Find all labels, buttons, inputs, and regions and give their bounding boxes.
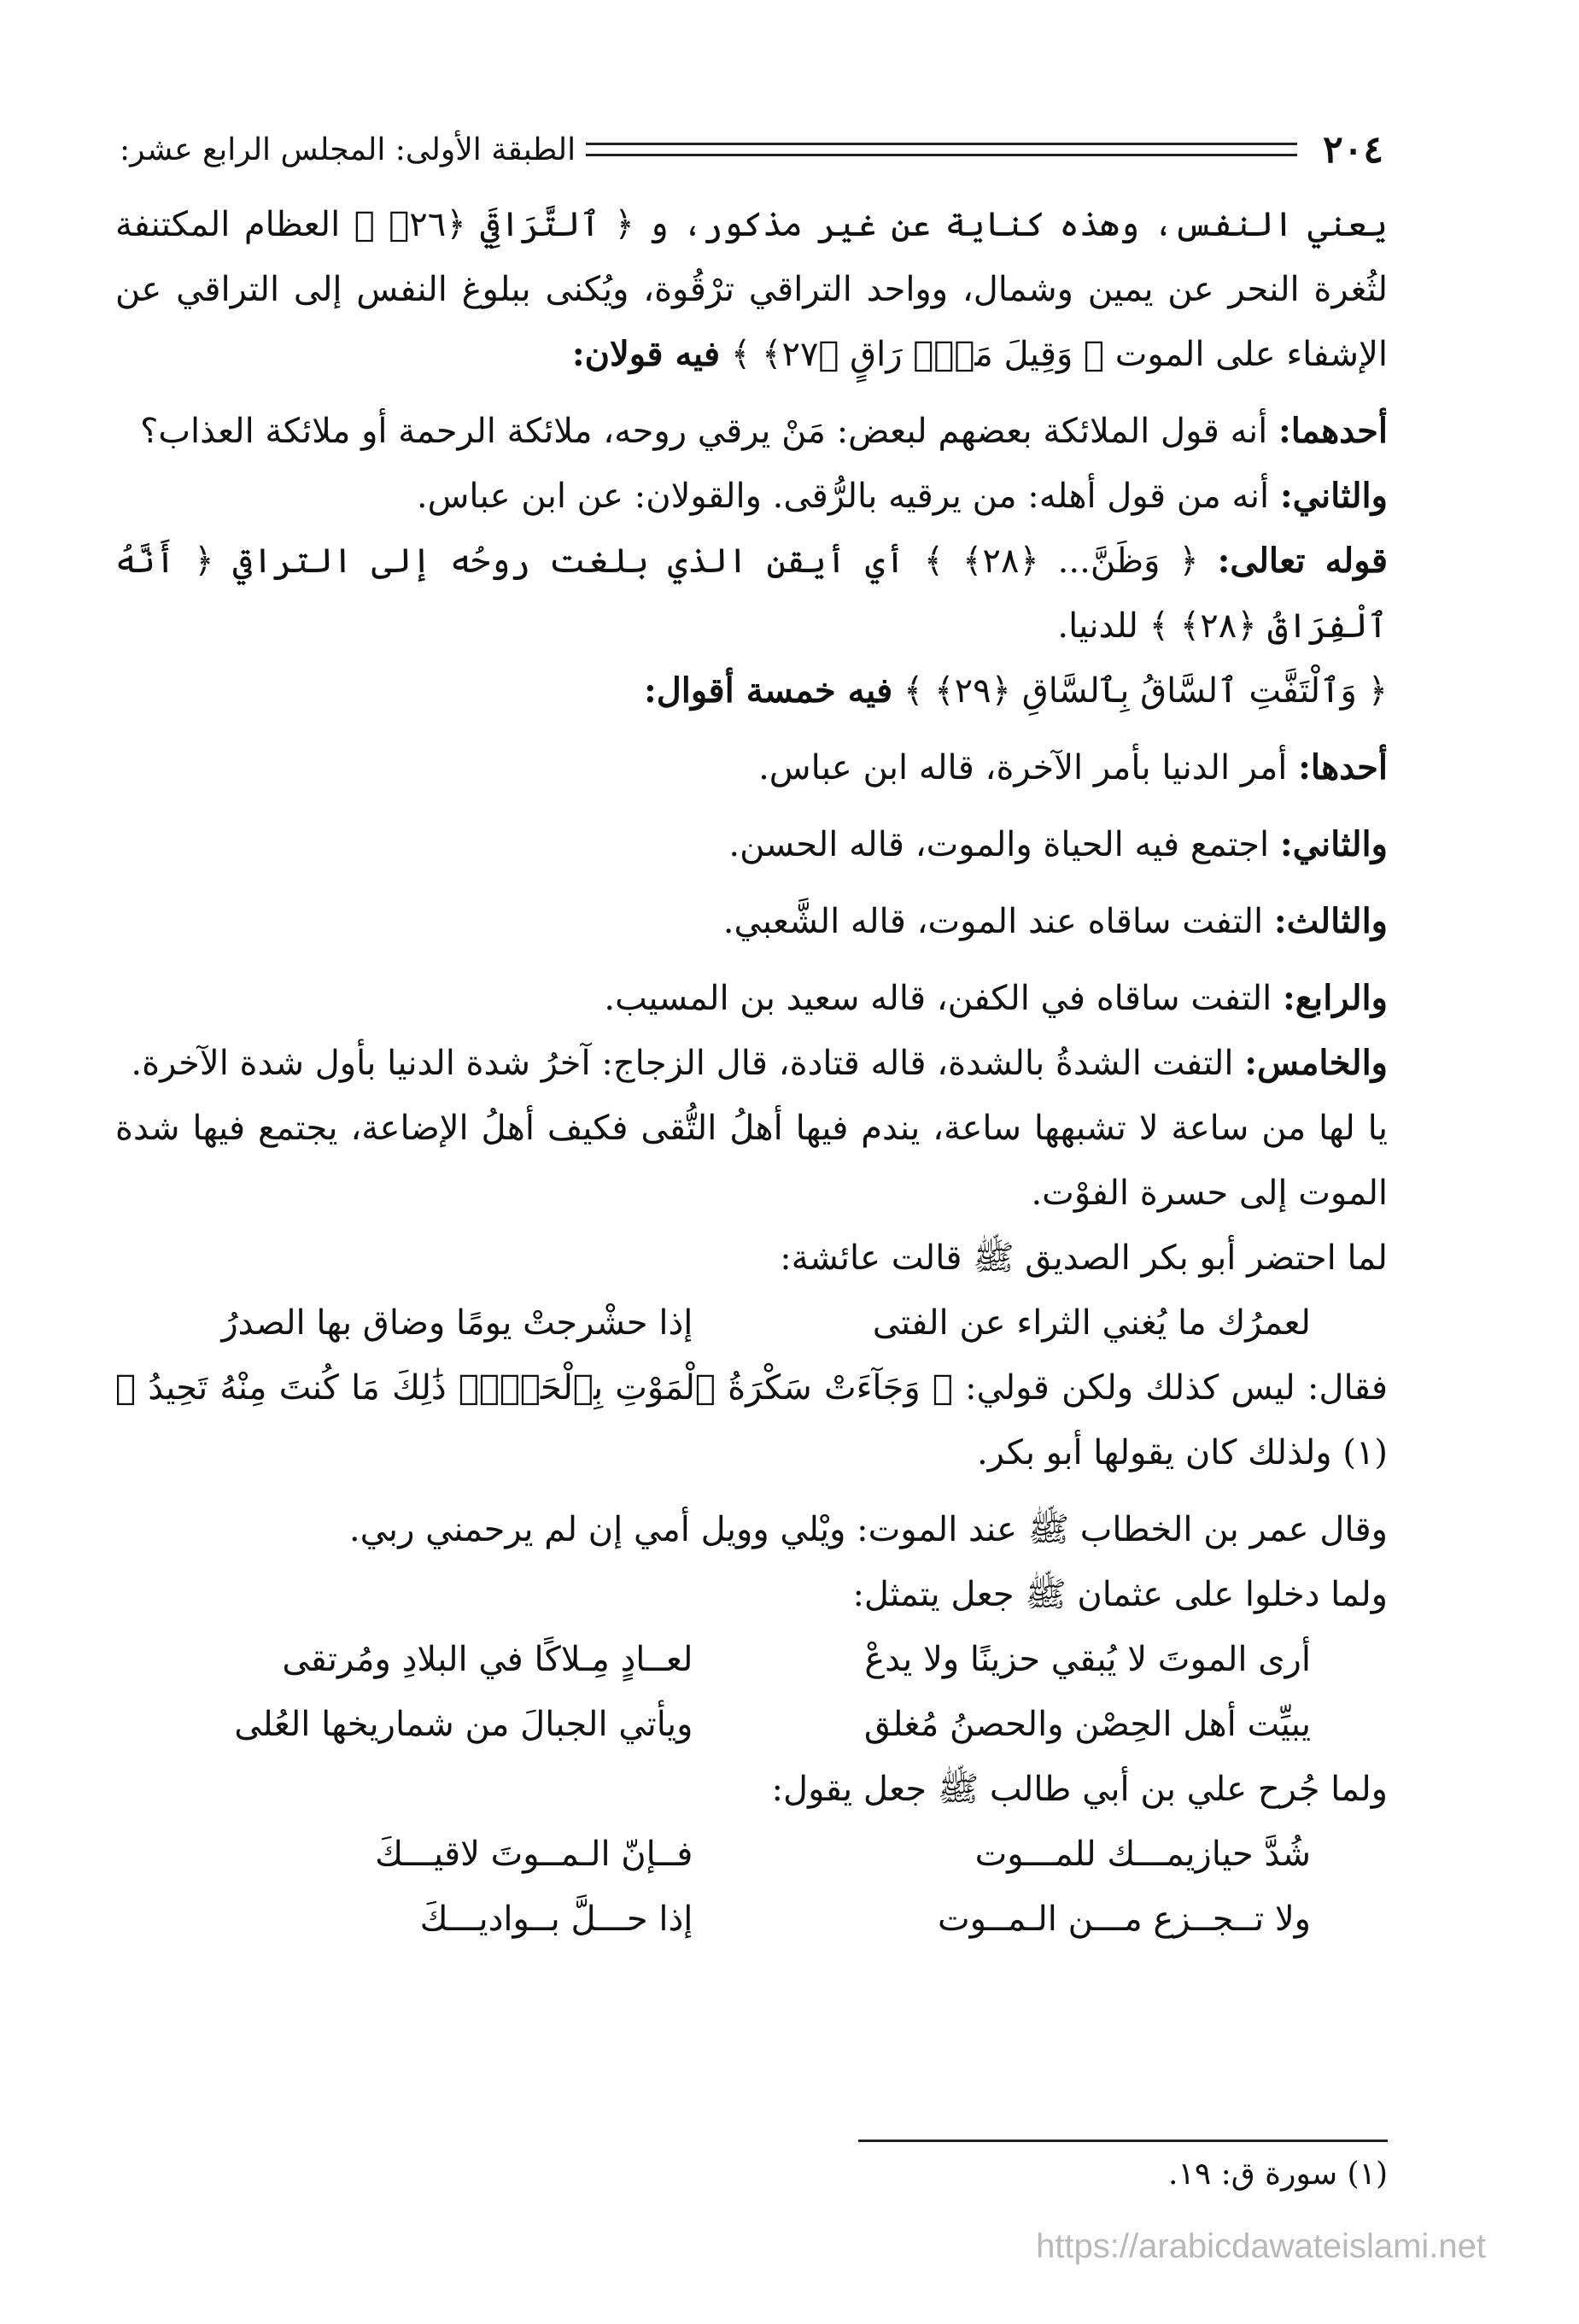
watermark-url: https://arabicdawateislami.net — [1036, 2227, 1486, 2265]
header-rule — [586, 143, 1297, 156]
verse-second-hemistich: ويأتي الجبالَ من شماريخها العُلى — [234, 1705, 693, 1744]
page-body — [115, 192, 1388, 1952]
verse-line — [115, 1822, 1388, 1887]
page-number: ٢٠٤ — [1323, 127, 1383, 172]
paragraph: ولما دخلوا على عثمان ﷺ جعل يتمثل: — [852, 1575, 1388, 1614]
paragraph: والثاني: اجتمع فيه الحياة والموت، قاله الحسن. — [728, 824, 1388, 864]
paragraph: والخامس: التفت الشدةُ بالشدة، قاله قتادة، قال الزجاج: آخرُ شدة الدنيا بأول شدة الآخرة. — [131, 1043, 1388, 1083]
verse-line — [115, 1887, 1388, 1952]
paragraph: ولما جُرح علي بن أبي طالب ﷺ جعل يقول: — [771, 1770, 1388, 1809]
verse-second-hemistich: إذا حـــلَّ بــواديـــكَ — [419, 1900, 693, 1939]
paragraph: ﴿ وَٱلْتَفَّتِ ٱلسَّاقُ بِٱلسَّاقِ ﴿٢٩﴾ ﴾ فيه خمسة أقوال: — [643, 670, 1388, 711]
verse-second-hemistich: لعــادٍ مِـلاكًا في البلادِ ومُرتقى — [282, 1640, 693, 1679]
paragraph: أحدهما: أنه قول الملائكة بعضهم لبعض: مَنْ يرقي روحه، ملائكة الرحمة أو ملائكة العذاب؟ — [140, 411, 1388, 451]
paragraph: أحدها: أمر الدنيا بأمر الآخرة، قاله ابن عباس. — [758, 747, 1388, 787]
paragraph: لما احتضر أبو بكر الصديق ﷺ قالت عائشة: — [780, 1238, 1388, 1278]
footnote-separator — [858, 2140, 1388, 2142]
paragraph: فقال: ليس كذلك ولكن قولي: ﴿ وَجَآءَتْ سَكْرَةُ ٱلْمَوْتِ بِٱلْحَقِّۖ ذَٰلِكَ مَا كُنتَ مِنْهُ تَحِيدُ ﴾ (١) ولذلك كان يقولها أبو بكر. — [115, 1368, 1388, 1472]
paragraph: وقال عمر بن الخطاب ﷺ عند الموت: ويْلي وويل أمي إن لم يرحمني ربي. — [348, 1510, 1388, 1549]
verse-first-hemistich: شُدَّ حيازيمـــك للمـــوت — [974, 1835, 1311, 1874]
paragraph: والرابع: التفت ساقاه في الكفن، قاله سعيد بن المسيب. — [604, 978, 1388, 1018]
verse-first-hemistich: لعمرُك ما يُغني الثراء عن الفتى — [872, 1303, 1311, 1343]
page-header — [120, 120, 1383, 179]
paragraph: قوله تعالى: ﴿ وَظَنَّ... ﴿٢٨﴾ ﴾ أي أيقن الذي بلغت روحُه إلى التراقي ﴿ أَنَّهُ ٱلْفِرَاقُ ﴿٢٨﴾ ﴾ للدنيا. — [115, 541, 1388, 646]
chapter-title: الطبقة الأولى: المجلس الرابع عشر: — [120, 132, 576, 167]
paragraph: والثالث: التفت ساقاه عند الموت، قاله الشَّعبي. — [722, 901, 1388, 941]
verse-first-hemistich: يبيِّت أهل الحِصْن والحصنُ مُغلق — [863, 1705, 1311, 1744]
verse-first-hemistich: ولا تــجــزع مـــن الـمــوت — [938, 1900, 1311, 1939]
verse-line — [115, 1627, 1388, 1692]
paragraph: يا لها من ساعة لا تشبهها ساعة، يندم فيها أهلُ التُّقى فكيف أهلُ الإضاعة، يجتمع فيها شدة الموت إلى حسرة الفوْت. — [115, 1109, 1388, 1213]
footnote: (١) سورة ق: ١٩. — [1168, 2157, 1388, 2192]
paragraph: يعني النفس، وهذه كناية عن غير مذكور، و ﴿ ٱلتَّرَاقِيَ ﴿٢٦﴾ ﴾ العظام المكتنفة لثُغرة النحر عن يمين وشمال، وواحد التراقي ترْقُوة، ويُكنى ببلوغ النفس إلى التراقي عن الإشفاء على الموت ﴿ وَقِيلَ مَنْۜ رَاقٍ ﴿٢٧﴾ ﴾ فيه قولان: — [115, 205, 1388, 374]
verse-line — [115, 1291, 1388, 1355]
paragraph: والثاني: أنه من قول أهله: من يرقيه بالرُّقى. والقولان: عن ابن عباس. — [416, 476, 1388, 516]
verse-first-hemistich: أرى الموتَ لا يُبقي حزينًا ولا يدعْ — [864, 1640, 1311, 1679]
verse-second-hemistich: إذا حشْرجتْ يومًا وضاق بها الصدرُ — [221, 1303, 693, 1343]
verse-second-hemistich: فــإنّ الـمــوتَ لاقيـــكَ — [375, 1835, 693, 1874]
verse-line — [115, 1692, 1388, 1757]
